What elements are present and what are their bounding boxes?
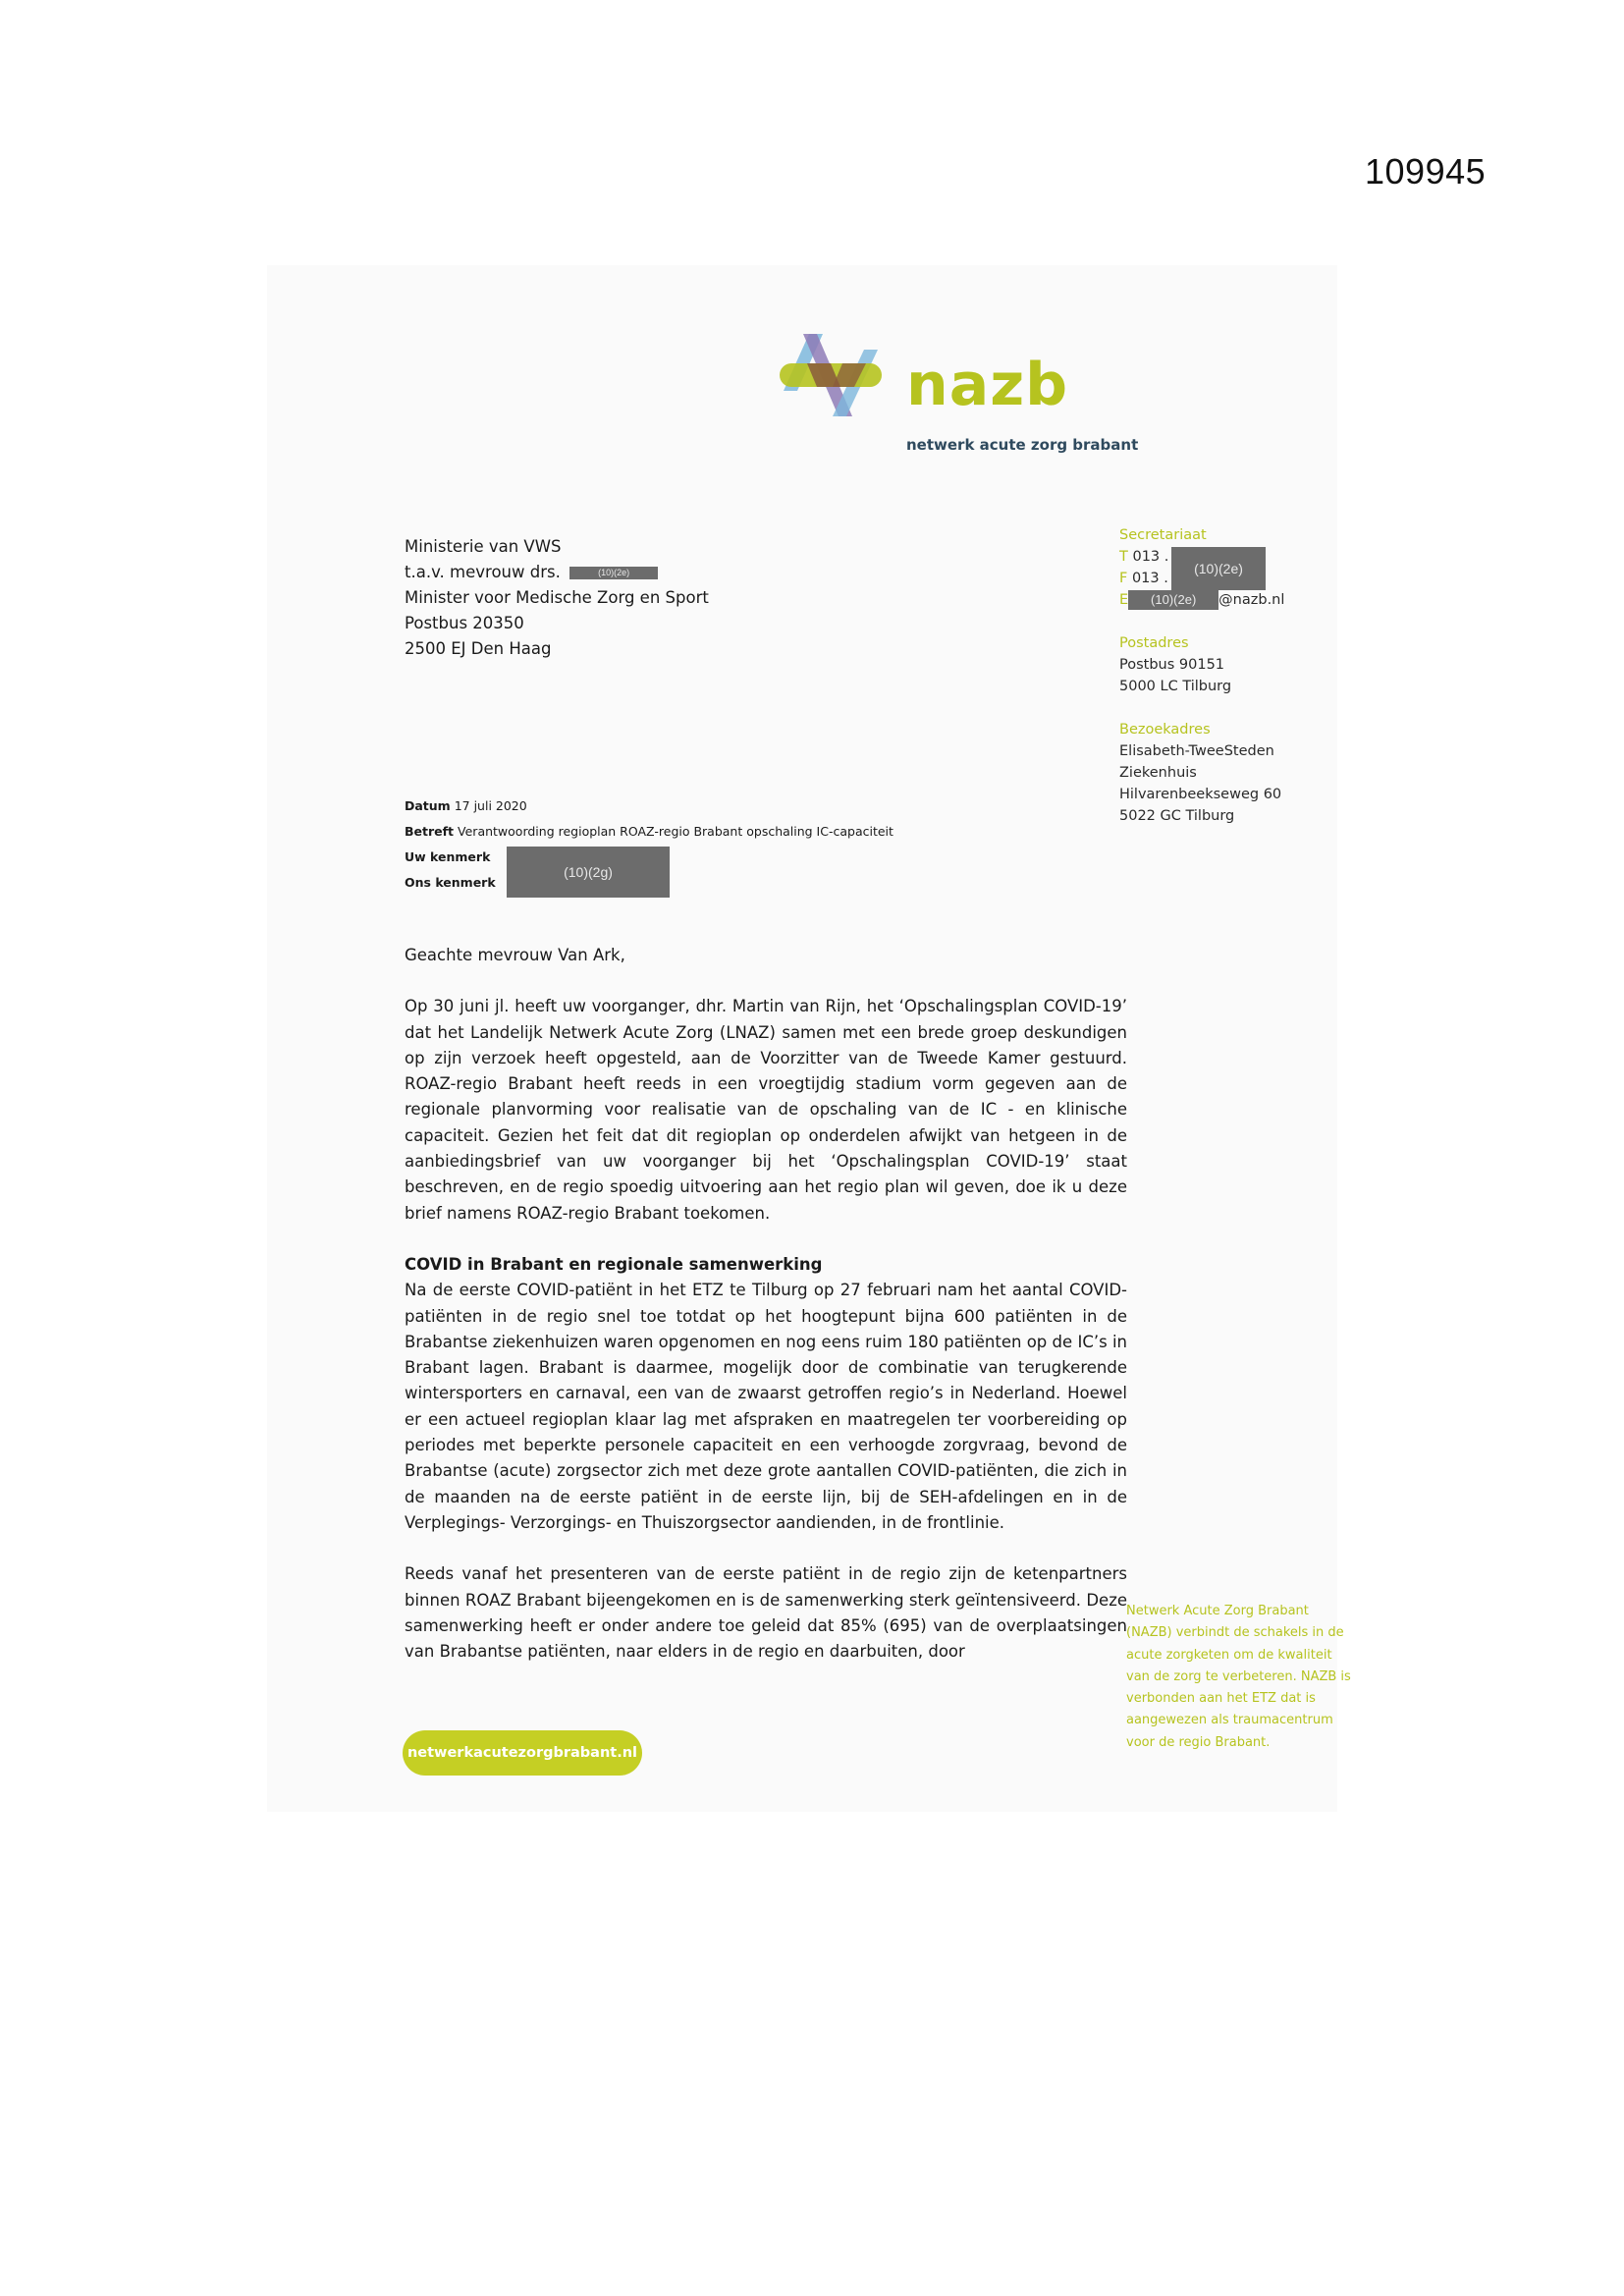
recipient-line: Minister voor Medische Zorg en Sport <box>405 588 709 607</box>
fax-value: 013 . <box>1131 571 1168 586</box>
email-domain: @nazb.nl <box>1218 592 1285 608</box>
website-link[interactable]: netwerkacutezorgbrabant.nl <box>403 1730 642 1776</box>
postadres-line: 5000 LC Tilburg <box>1119 679 1232 694</box>
phone-label: T <box>1119 549 1128 565</box>
our-reference-label: Ons kenmerk <box>405 875 496 890</box>
recipient-address <box>405 534 709 662</box>
redaction-box: (10)(2e) <box>1128 590 1218 610</box>
redaction-box: (10)(2e) <box>1171 547 1266 590</box>
bezoekadres-line: 5022 GC Tilburg <box>1119 808 1235 824</box>
date-row <box>405 793 893 819</box>
date-label: Datum <box>405 798 451 813</box>
body-paragraph: Na de eerste COVID-patiënt in het ETZ te Tilburg op 27 februari nam het aantal COVID-patiënten in de regio snel toe totdat op het hoogtepunt bijna 600 patiënten in de Brabantse ziekenhuizen waren opgenomen en nog eens ruim 180 patiënten op de IC’s in Brabant lagen. Brabant is daarmee, mogelijk door de combinatie van terugkerende wintersporters en carnaval, een van de zwaarst getroffen regio’s in Nederland. Hoewel er een actueel regioplan klaar lag met afspraken en maatregelen ter voorbereiding op periodes met beperkte personele capaciteit en een verhoogde zorgvraag, bevond de Brabantse (acute) zorgsector zich met deze grote aantallen COVID-patiënten, die zich in de maanden na de eerste patiënt in de eerste lijn, bij de SEH-afdelingen en in de Verplegings- Verzorgings- en Thuiszorgsector aandienden, in de frontlinie. <box>405 1281 1127 1532</box>
bezoekadres-line: Hilvarenbeekseweg 60 <box>1119 787 1282 802</box>
body-paragraph: Op 30 juni jl. heeft uw voorganger, dhr. Martin van Rijn, het ‘Opschalingsplan COVID-19’ dat het Landelijk Netwerk Acute Zorg (LNAZ) samen met een brede groep deskundigen op zijn verzoek heeft opgesteld, aan de Voorzitter van de Tweede Kamer gestuurd. ROAZ-regio Brabant heeft reeds in een vroegtijdig stadium vorm gegeven aan de regionale planvorming voor realisatie van de opschaling van de IC - en klinische capaciteit. Gezien het feit dat dit regioplan op onderdelen afwijkt van hetgeen in de aanbiedingsbrief van uw voorganger bij het ‘Opschalingsplan COVID-19’ staat beschreven, en de regio spoedig uitvoering aan het regio plan wil geven, doe ik u deze brief namens ROAZ-regio Brabant toekomen. <box>405 997 1127 1223</box>
date-value: 17 juli 2020 <box>454 798 527 813</box>
body-paragraph: Reeds vanaf het presenteren van de eerste patiënt in de regio zijn de ketenpartners binnen ROAZ Brabant bijeengekomen en is de samenwerking sterk geïntensiveerd. Deze samenwerking heeft er onder andere toe geleid dat 85% (695) van de overplaatsingen van Brabantse patiënten, naar elders in de regio en daarbuiten, door <box>405 1564 1127 1662</box>
bezoekadres-line: Ziekenhuis <box>1119 765 1197 781</box>
email-label: E <box>1119 592 1129 608</box>
recipient-line: 2500 EJ Den Haag <box>405 639 552 658</box>
postadres-heading: Postadres <box>1119 635 1189 651</box>
organization-note: Netwerk Acute Zorg Brabant (NAZB) verbindt de schakels in de acute zorgketen om de kwaliteit van de zorg te verbeteren. NAZB is verbonden aan het ETZ dat is aangewezen als traumacentrum voor de regio Brabant. <box>1126 1604 1351 1750</box>
phone-value: 013 . <box>1132 549 1169 565</box>
recipient-line: Ministerie van VWS <box>405 537 562 556</box>
letter-body <box>405 943 1127 1690</box>
subject-value: Verantwoording regioplan ROAZ-regio Brabant opschaling IC-capaciteit <box>458 824 893 839</box>
bezoekadres-line: Elisabeth-TweeSteden <box>1119 743 1274 759</box>
fax-label: F <box>1119 571 1128 586</box>
redaction-box: (10)(2e) <box>569 567 658 579</box>
your-reference-label: Uw kenmerk <box>405 849 491 864</box>
subject-row <box>405 819 893 845</box>
logo-wordmark: nazb <box>906 351 1069 419</box>
nazb-logo-mark-icon <box>776 324 903 422</box>
salutation: Geachte mevrouw Van Ark, <box>405 946 625 964</box>
logo-tagline: netwerk acute zorg brabant <box>906 436 1139 454</box>
recipient-line: Postbus 20350 <box>405 614 524 632</box>
postadres-line: Postbus 90151 <box>1119 657 1225 673</box>
subject-label: Betreft <box>405 824 455 839</box>
email-row <box>1119 589 1284 611</box>
recipient-line <box>405 560 709 585</box>
redaction-box: (10)(2g) <box>507 847 670 898</box>
bezoekadres-heading: Bezoekadres <box>1119 722 1211 738</box>
nazb-logo <box>776 324 1139 462</box>
recipient-attention: t.a.v. mevrouw drs. <box>405 563 561 581</box>
section-heading: COVID in Brabant en regionale samenwerking <box>405 1254 823 1274</box>
document-number: 109945 <box>1365 151 1487 191</box>
secretariaat-heading: Secretariaat <box>1119 527 1207 543</box>
